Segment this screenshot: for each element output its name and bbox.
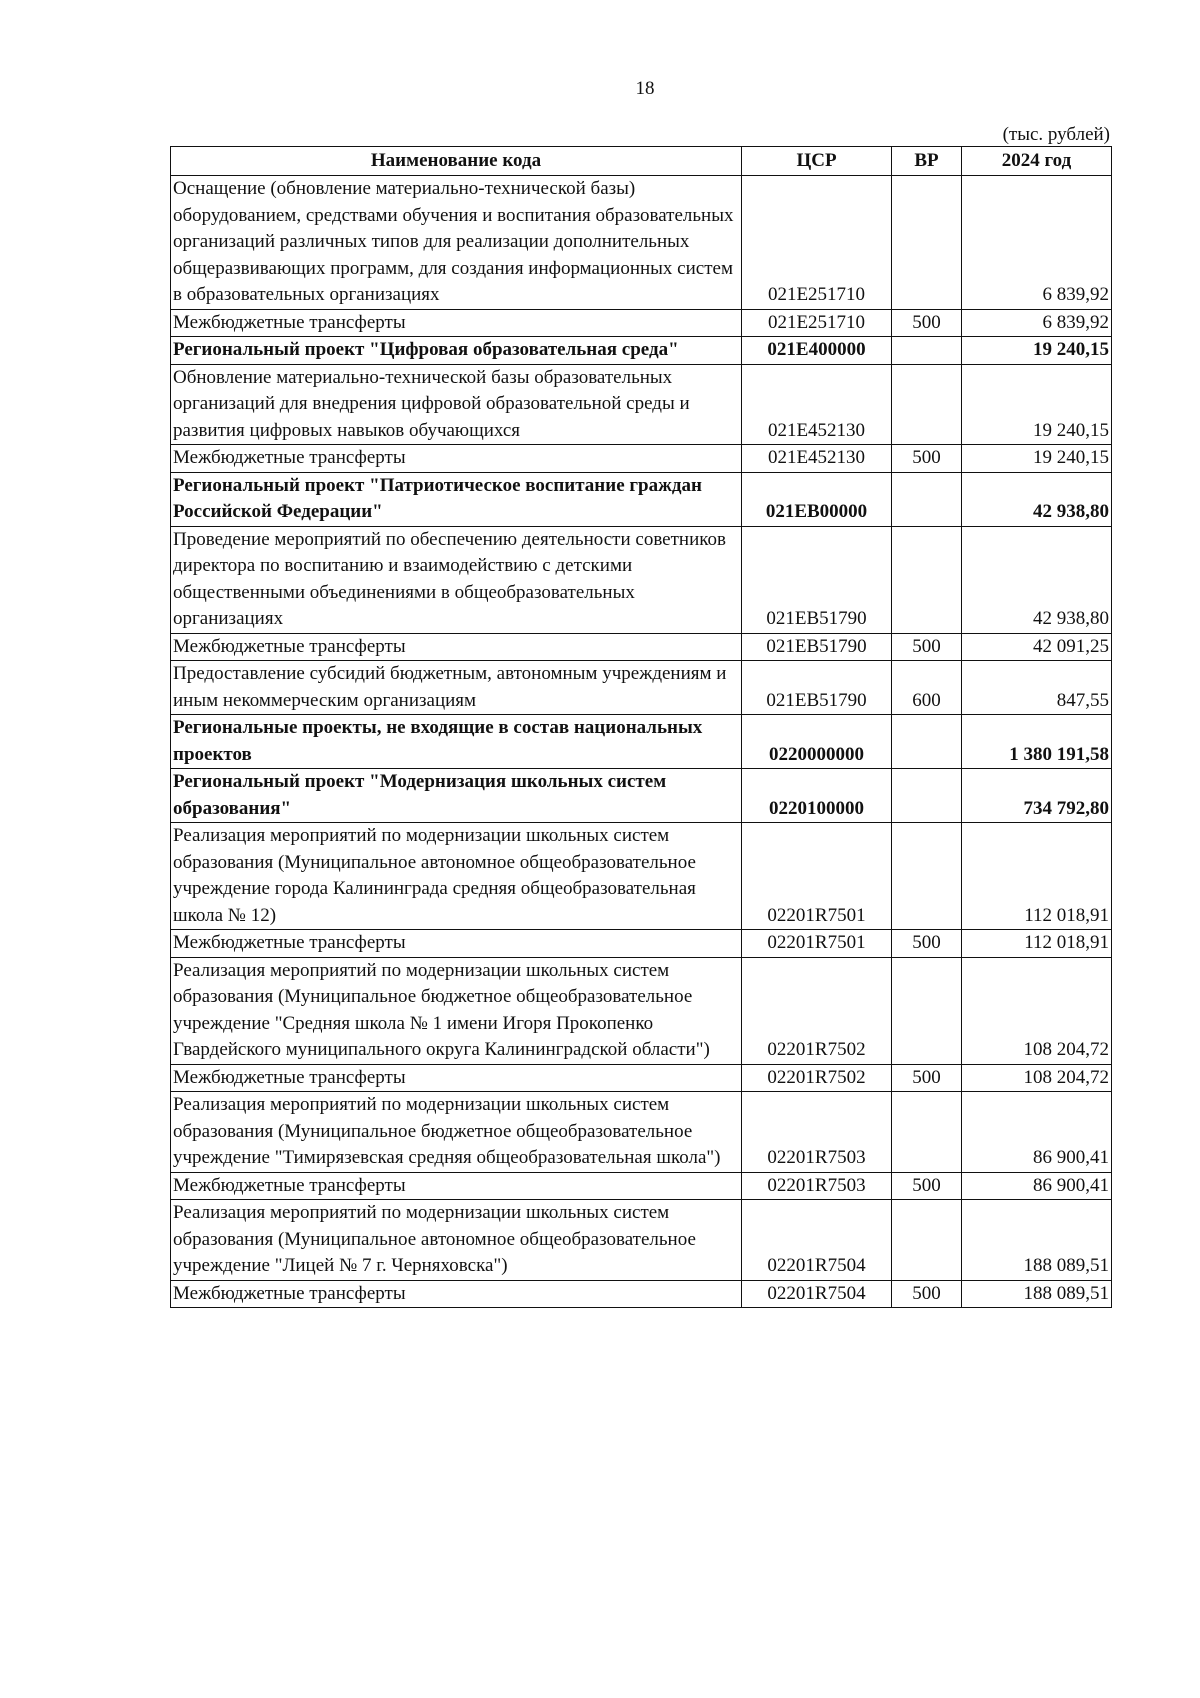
cell-csr: 021E452130 — [742, 445, 892, 473]
cell-amount: 42 938,80 — [962, 472, 1112, 526]
table-row — [171, 823, 1112, 930]
table-row — [171, 1200, 1112, 1281]
table-body — [171, 176, 1112, 1308]
cell-vr — [892, 176, 962, 310]
cell-csr: 0220000000 — [742, 715, 892, 769]
table-row — [171, 715, 1112, 769]
cell-vr — [892, 364, 962, 445]
cell-name: Реализация мероприятий по модернизации школьных систем образования (Муниципальное автономное общеобразовательное учреждение города Калининграда средняя общеобразовательная школа № 12) — [171, 823, 742, 930]
page-number: 18 — [635, 78, 655, 99]
cell-amount: 19 240,15 — [962, 445, 1112, 473]
cell-vr — [892, 472, 962, 526]
cell-vr: 500 — [892, 633, 962, 661]
table-row — [171, 769, 1112, 823]
cell-csr: 021E452130 — [742, 364, 892, 445]
cell-vr: 500 — [892, 309, 962, 337]
table-row — [171, 1064, 1112, 1092]
header-name: Наименование кода — [171, 147, 742, 176]
cell-amount: 112 018,91 — [962, 930, 1112, 958]
cell-csr: 021E400000 — [742, 337, 892, 365]
cell-name: Межбюджетные трансферты — [171, 1172, 742, 1200]
cell-name: Межбюджетные трансферты — [171, 633, 742, 661]
cell-csr: 021EB00000 — [742, 472, 892, 526]
cell-name: Межбюджетные трансферты — [171, 309, 742, 337]
table-row — [171, 472, 1112, 526]
cell-vr — [892, 769, 962, 823]
cell-vr: 500 — [892, 1280, 962, 1308]
cell-vr — [892, 337, 962, 365]
table-row — [171, 661, 1112, 715]
cell-name: Региональный проект "Модернизация школьных систем образования" — [171, 769, 742, 823]
table-row — [171, 309, 1112, 337]
cell-amount: 6 839,92 — [962, 309, 1112, 337]
table-row — [171, 337, 1112, 365]
cell-csr: 02201R7503 — [742, 1092, 892, 1173]
units-label: (тыс. рублей) — [1002, 124, 1110, 145]
table-row — [171, 1172, 1112, 1200]
cell-amount: 188 089,51 — [962, 1200, 1112, 1281]
table-row — [171, 1092, 1112, 1173]
cell-vr: 500 — [892, 1172, 962, 1200]
cell-amount: 42 091,25 — [962, 633, 1112, 661]
header-vr: ВР — [892, 147, 962, 176]
cell-name: Обновление материально-технической базы образовательных организаций для внедрения цифровой образовательной среды и развития цифровых навыков обучающихся — [171, 364, 742, 445]
cell-csr: 02201R7504 — [742, 1200, 892, 1281]
cell-csr: 021EB51790 — [742, 661, 892, 715]
cell-csr: 021EB51790 — [742, 526, 892, 633]
cell-amount: 108 204,72 — [962, 957, 1112, 1064]
budget-table — [170, 146, 1112, 1308]
cell-vr: 500 — [892, 1064, 962, 1092]
cell-vr — [892, 957, 962, 1064]
table-row — [171, 1280, 1112, 1308]
table-row — [171, 526, 1112, 633]
cell-amount: 86 900,41 — [962, 1172, 1112, 1200]
cell-amount: 188 089,51 — [962, 1280, 1112, 1308]
cell-name: Межбюджетные трансферты — [171, 1064, 742, 1092]
cell-name: Межбюджетные трансферты — [171, 930, 742, 958]
cell-name: Реализация мероприятий по модернизации школьных систем образования (Муниципальное бюджетное общеобразовательное учреждение "Тимирязевская средняя общеобразовательная школа") — [171, 1092, 742, 1173]
cell-vr — [892, 1092, 962, 1173]
table-row — [171, 633, 1112, 661]
cell-name: Региональные проекты, не входящие в состав национальных проектов — [171, 715, 742, 769]
cell-vr: 600 — [892, 661, 962, 715]
cell-name: Проведение мероприятий по обеспечению деятельности советников директора по воспитанию и взаимодействию с детскими общественными объединениями в общеобразовательных организациях — [171, 526, 742, 633]
cell-name: Межбюджетные трансферты — [171, 445, 742, 473]
cell-csr: 02201R7501 — [742, 823, 892, 930]
cell-csr: 021E251710 — [742, 176, 892, 310]
cell-name: Региональный проект "Патриотическое воспитание граждан Российской Федерации" — [171, 472, 742, 526]
cell-amount: 112 018,91 — [962, 823, 1112, 930]
cell-amount: 6 839,92 — [962, 176, 1112, 310]
cell-amount: 86 900,41 — [962, 1092, 1112, 1173]
cell-name: Предоставление субсидий бюджетным, автономным учреждениям и иным некоммерческим организациям — [171, 661, 742, 715]
cell-name: Межбюджетные трансферты — [171, 1280, 742, 1308]
table-row — [171, 176, 1112, 310]
cell-amount: 19 240,15 — [962, 364, 1112, 445]
cell-name: Региональный проект "Цифровая образовательная среда" — [171, 337, 742, 365]
cell-csr: 021E251710 — [742, 309, 892, 337]
table-row — [171, 930, 1112, 958]
header-csr: ЦСР — [742, 147, 892, 176]
cell-csr: 02201R7502 — [742, 1064, 892, 1092]
cell-csr: 02201R7502 — [742, 957, 892, 1064]
cell-vr — [892, 526, 962, 633]
cell-amount: 1 380 191,58 — [962, 715, 1112, 769]
cell-vr — [892, 715, 962, 769]
cell-amount: 734 792,80 — [962, 769, 1112, 823]
cell-amount: 108 204,72 — [962, 1064, 1112, 1092]
header-amount: 2024 год — [962, 147, 1112, 176]
cell-csr: 02201R7501 — [742, 930, 892, 958]
cell-name: Реализация мероприятий по модернизации школьных систем образования (Муниципальное автономное общеобразовательное учреждение "Лицей № 7 г. Черняховска") — [171, 1200, 742, 1281]
cell-vr: 500 — [892, 445, 962, 473]
cell-vr — [892, 823, 962, 930]
table-row — [171, 364, 1112, 445]
cell-amount: 19 240,15 — [962, 337, 1112, 365]
cell-csr: 02201R7503 — [742, 1172, 892, 1200]
cell-csr: 0220100000 — [742, 769, 892, 823]
cell-amount: 42 938,80 — [962, 526, 1112, 633]
cell-csr: 021EB51790 — [742, 633, 892, 661]
table-header-row — [171, 147, 1112, 176]
cell-amount: 847,55 — [962, 661, 1112, 715]
table-row — [171, 445, 1112, 473]
cell-name: Оснащение (обновление материально-технической базы) оборудованием, средствами обучения и воспитания образовательных организаций различных типов для реализации дополнительных общеразвивающих программ, для создания информационных систем в образовательных организациях — [171, 176, 742, 310]
cell-csr: 02201R7504 — [742, 1280, 892, 1308]
cell-vr — [892, 1200, 962, 1281]
table-row — [171, 957, 1112, 1064]
cell-name: Реализация мероприятий по модернизации школьных систем образования (Муниципальное бюджетное общеобразовательное учреждение "Средняя школа № 1 имени Игоря Прокопенко Гвардейского муниципального округа Калининградской области") — [171, 957, 742, 1064]
cell-vr: 500 — [892, 930, 962, 958]
